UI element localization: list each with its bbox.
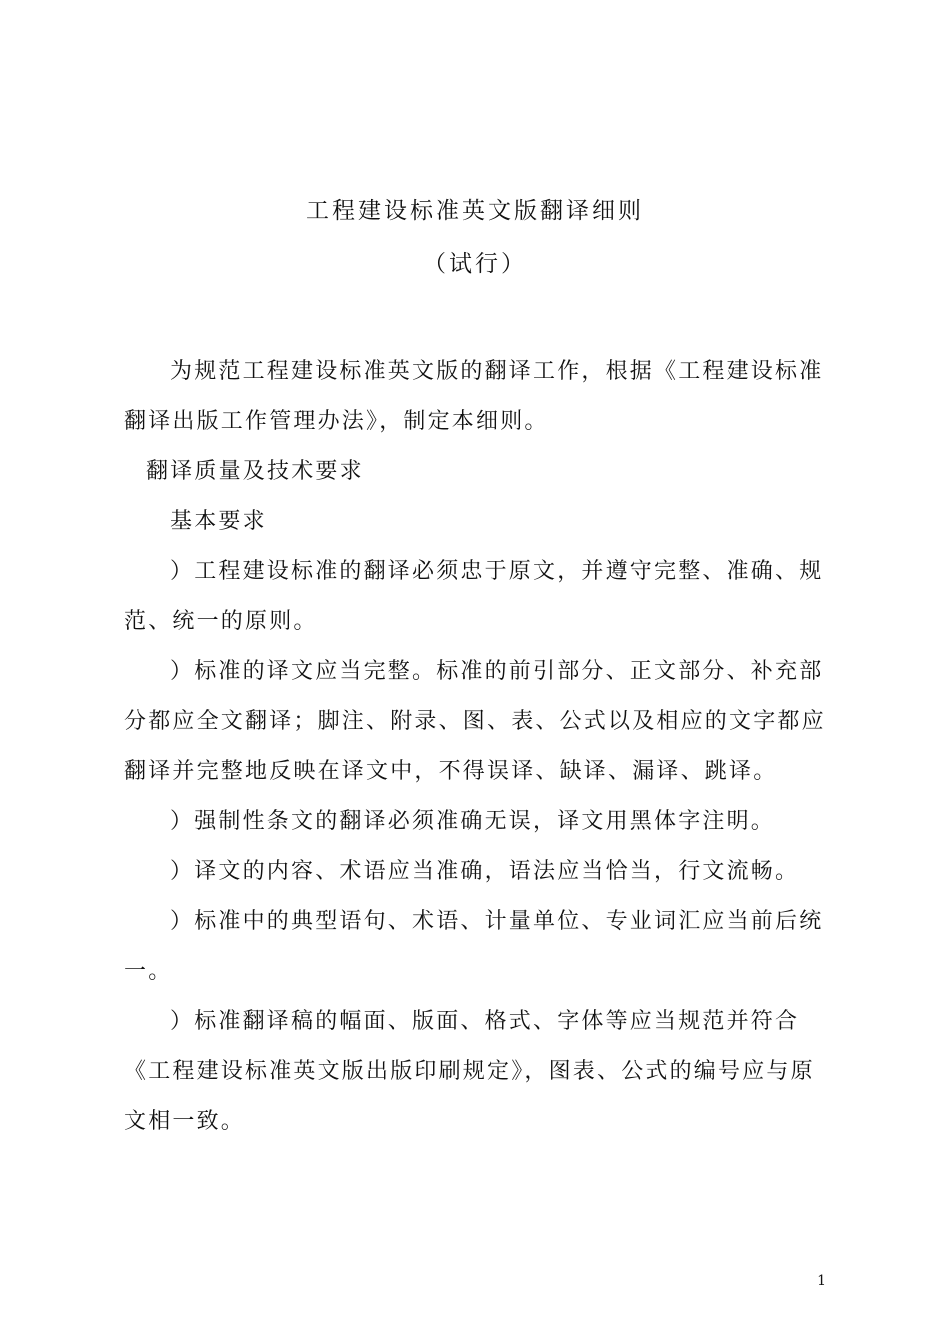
requirement-item: ）标准中的典型语句、术语、计量单位、专业词汇应当前后统一。 bbox=[124, 909, 824, 984]
requirement-item: ）强制性条文的翻译必须准确无误，译文用黑体字注明。 bbox=[170, 809, 776, 834]
requirement-item: ）译文的内容、术语应当准确，语法应当恰当，行文流畅。 bbox=[170, 859, 800, 884]
requirement-item: ）标准翻译稿的幅面、版面、格式、字体等应当规范并符合《工程建设标准英文版出版印刷规定》，图表、公式的编号应与原文相一致。 bbox=[124, 1009, 815, 1134]
intro-paragraph: 为规范工程建设标准英文版的翻译工作，根据《工程建设标准翻译出版工作管理办法》，制定本细则。 bbox=[124, 359, 824, 434]
section-heading: 翻译质量及技术要求 bbox=[146, 459, 364, 484]
page-number: 1 bbox=[817, 1273, 826, 1289]
document-title: 工程建设标准英文版翻译细则 bbox=[306, 198, 644, 224]
requirement-item: ）标准的译文应当完整。标准的前引部分、正文部分、补充部分都应全文翻译；脚注、附录、图、表、公式以及相应的文字都应翻译并完整地反映在译文中，不得误译、缺译、漏译、跳译。 bbox=[124, 659, 826, 784]
document-subtitle: （试行） bbox=[423, 251, 527, 277]
document-body bbox=[124, 347, 830, 1147]
subsection-heading: 基本要求 bbox=[170, 509, 267, 534]
requirement-item: ）工程建设标准的翻译必须忠于原文，并遵守完整、准确、规范、统一的原则。 bbox=[124, 559, 824, 634]
